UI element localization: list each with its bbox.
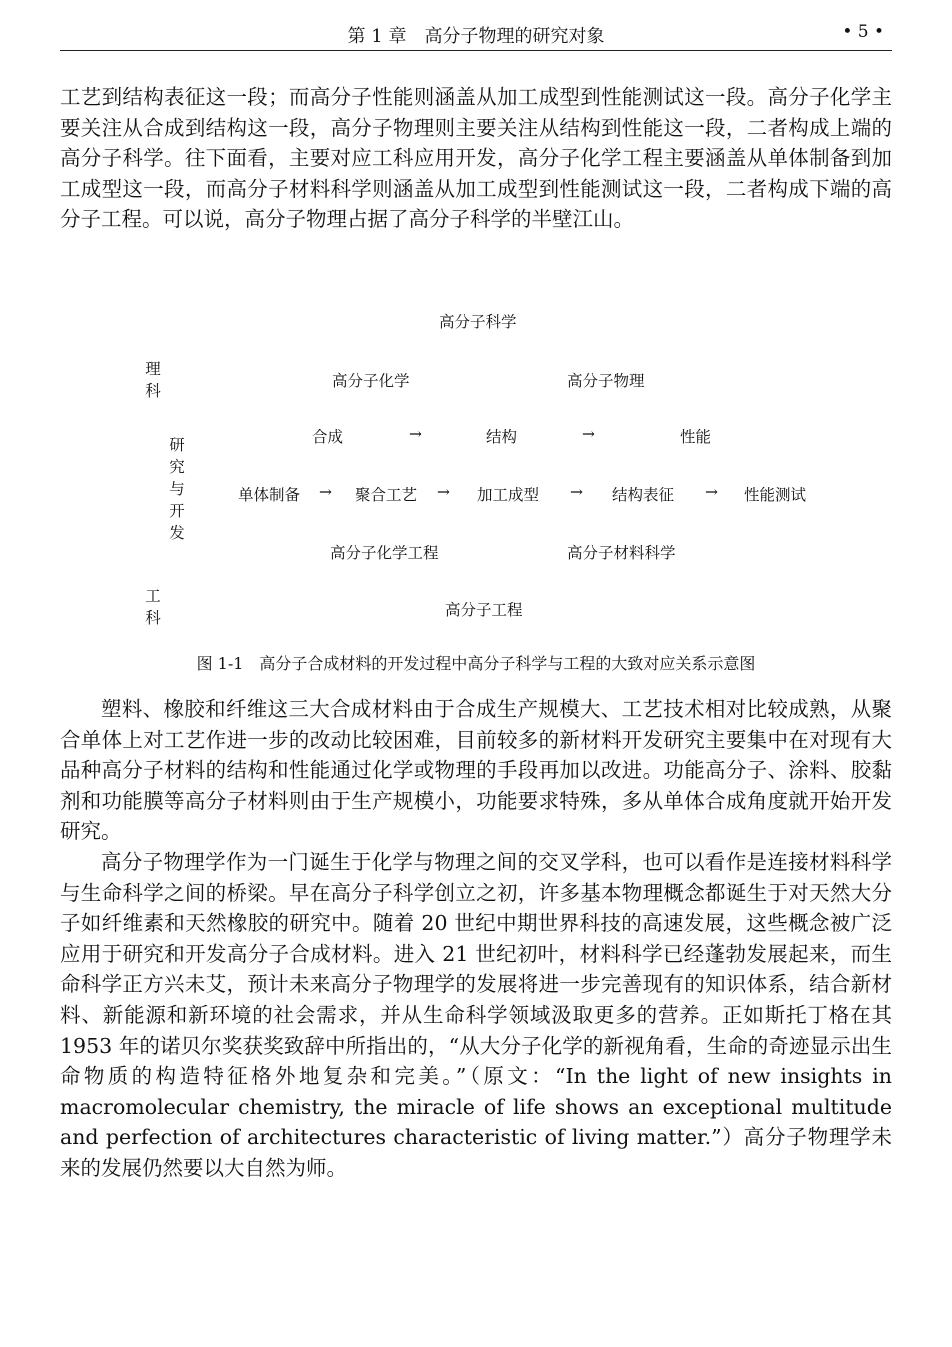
label-polymer-engineering: 高分子工程 bbox=[445, 601, 523, 619]
label-research-development: 研究与开发 bbox=[169, 436, 185, 542]
label-polymer-chemical-engineering: 高分子化学工程 bbox=[330, 544, 439, 562]
node-monomer-preparation: 单体制备 bbox=[238, 486, 301, 504]
label-engineering-discipline: 工科 bbox=[145, 587, 161, 627]
page-header bbox=[60, 18, 892, 51]
label-polymer-physics: 高分子物理 bbox=[567, 372, 645, 390]
arrow-icon: → bbox=[409, 425, 422, 443]
node-properties: 性能 bbox=[680, 428, 712, 446]
node-processing-molding: 加工成型 bbox=[477, 486, 540, 504]
page-number: • 5 • bbox=[842, 22, 884, 42]
running-title: 第 1 章 高分子物理的研究对象 bbox=[347, 26, 605, 47]
arrow-icon: → bbox=[705, 483, 718, 501]
arrow-icon: → bbox=[437, 483, 450, 501]
paragraph-2: 塑料、橡胶和纤维这三大合成材料由于合成生产规模大、工艺技术相对比较成熟，从聚合单体上对工艺作进一步的改动比较困难，目前较多的新材料开发研究主要集中在对现有大品种高分子材料的结构和性能通过化学或物理的手段再加以改进。功能高分子、涂料、胶黏剂和功能膜等高分子材料则由于生产规模小，功能要求特殊，多从单体合成角度就开始开发研究。 bbox=[60, 697, 892, 844]
node-structure: 结构 bbox=[486, 428, 518, 446]
label-polymer-materials-science: 高分子材料科学 bbox=[567, 544, 676, 562]
paragraph-1: 工艺到结构表征这一段；而高分子性能则涵盖从加工成型到性能测试这一段。高分子化学主要关注从合成到结构这一段，高分子物理则主要关注从结构到性能这一段，二者构成上端的高分子科学。往下面看，主要对应工科应用开发，高分子化学工程主要涵盖从单体制备到加工成型这一段，而高分子材料科学则涵盖从加工成型到性能测试这一段，二者构成下端的高分子工程。可以说，高分子物理占据了高分子科学的半壁江山。 bbox=[60, 85, 892, 232]
paragraph-3: 高分子物理学作为一门诞生于化学与物理之间的交叉学科，也可以看作是连接材料科学与生命科学之间的桥梁。早在高分子科学创立之初，许多基本物理概念都诞生于对天然大分子如纤维素和天然橡胶的研究中。随着 20 世纪中期世界科技的高速发展，这些概念被广泛应用于研究和开发高分子合成材料。进入 21 世纪初叶，材料科学已经蓬勃发展起来，而生命科学正方兴未艾，预计未来高分子物理学的发展将进一步完善现有的知识体系，结合新材料、新能源和新环境的社会需求，并从生命科学领域汲取更多的营养。正如斯托丁格在其 1953 年的诺贝尔奖获奖致辞中所指出的，“从大分子化学的新视角看，生命的奇迹显示出生命物质的构造特征格外地复杂和完美。”（原文：“In the light of new insights in macromolecular chemistry, the miracle of life shows an exceptional multitude and perfection of architectures characteristic of living matter.”）高分子物理学未来的发展仍然要以大自然为师。 bbox=[60, 850, 892, 1180]
arrow-icon: → bbox=[570, 483, 583, 501]
node-structure-characterization: 结构表征 bbox=[612, 486, 675, 504]
label-science-discipline: 理科 bbox=[145, 360, 161, 400]
figure-caption: 图 1-1 高分子合成材料的开发过程中高分子科学与工程的大致对应关系示意图 bbox=[196, 654, 756, 673]
arrow-icon: → bbox=[582, 425, 595, 443]
label-polymer-chemistry: 高分子化学 bbox=[332, 372, 410, 390]
node-property-testing: 性能测试 bbox=[744, 486, 807, 504]
node-polymerization-process: 聚合工艺 bbox=[355, 486, 418, 504]
label-polymer-science: 高分子科学 bbox=[439, 313, 517, 331]
arrow-icon: → bbox=[319, 483, 332, 501]
node-synthesis: 合成 bbox=[312, 428, 344, 446]
